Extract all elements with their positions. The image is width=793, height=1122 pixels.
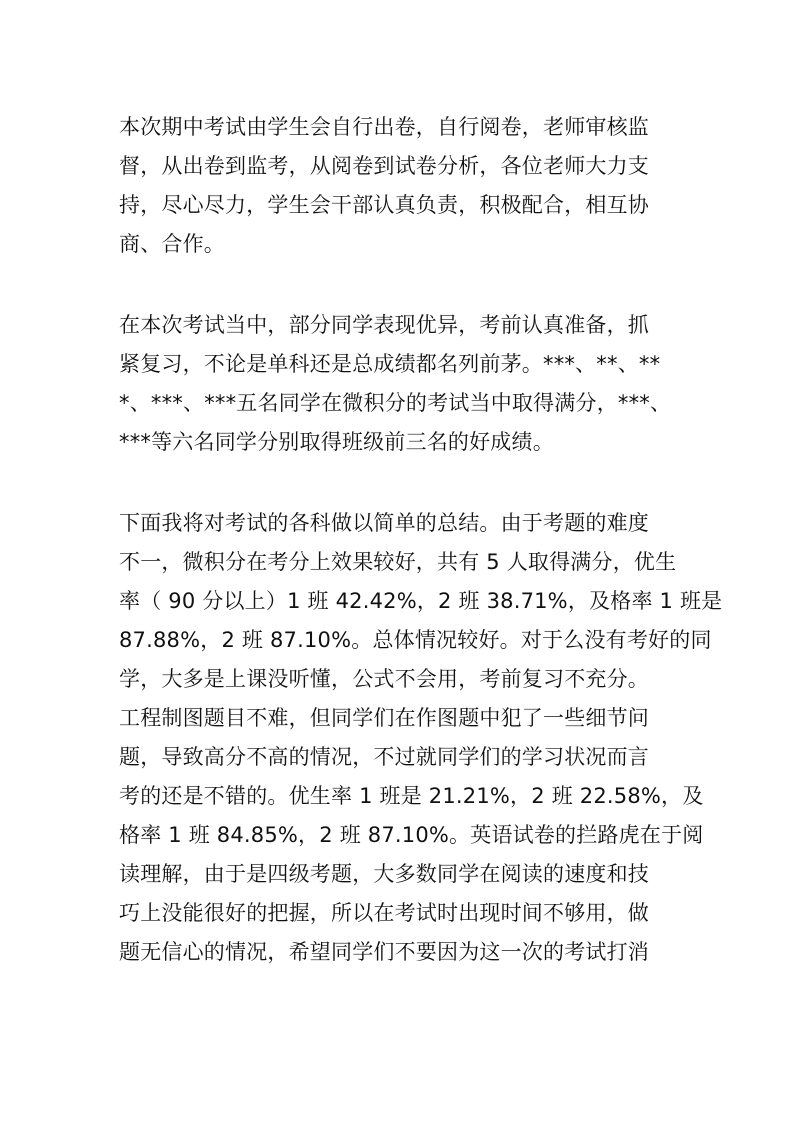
paragraph-gap [119, 264, 679, 306]
text-line: 本次期中考试由学生会自行出卷，自行阅卷，老师审核监 [119, 115, 649, 139]
text-line: 商、合作。 [119, 232, 225, 256]
text-line: 考的还是不错的。优生率 1 班是 21.21%，2 班 22.58%，及 [119, 784, 704, 808]
paragraph-gap [119, 462, 679, 504]
text-line: 87.88%，2 班 87.10%。总体情况较好。对于么没有考好的同 [119, 628, 712, 652]
text-line: ***等六名同学分别取得班级前三名的好成绩。 [119, 430, 554, 454]
text-line: 下面我将对考试的各科做以简单的总结。由于考题的难度 [119, 511, 649, 535]
text-line: 率（ 90 分以上）1 班 42.42%，2 班 38.71%，及格率 1 班是 [119, 589, 723, 613]
text-line: 读理解，由于是四级考题，大多数同学在阅读的速度和技 [119, 862, 649, 886]
text-line: 持，尽心尽力，学生会干部认真负责，积极配合，相互协 [119, 193, 649, 217]
paragraph-excellent-students [119, 306, 679, 462]
text-line: 格率 1 班 84.85%，2 班 87.10%。英语试卷的拦路虎在于阅 [119, 823, 704, 847]
paragraph-subject-summary [119, 504, 723, 972]
text-line: 不一，微积分在考分上效果较好，共有 5 人取得满分，优生 [119, 550, 677, 574]
text-line: 督，从出卷到监考，从阅卷到试卷分析，各位老师大力支 [119, 154, 649, 178]
document-body [119, 108, 723, 972]
text-line: 工程制图题目不难，但同学们在作图题中犯了一些细节问 [119, 706, 649, 730]
text-line: 巧上没能很好的把握，所以在考试时出现时间不够用，做 [119, 901, 649, 925]
text-line: 紧复习，不论是单科还是总成绩都名列前茅。***、**、** [119, 352, 661, 376]
paragraph-intro [119, 108, 679, 264]
text-line: 题无信心的情况，希望同学们不要因为这一次的考试打消 [119, 940, 649, 964]
text-line: 在本次考试当中，部分同学表现优异，考前认真准备，抓 [119, 313, 649, 337]
text-line: 学，大多是上课没听懂，公式不会用，考前复习不充分。 [119, 667, 649, 691]
text-line: 题，导致高分不高的情况，不过就同学们的学习状况而言 [119, 745, 649, 769]
text-line: *、***、***五名同学在微积分的考试当中取得满分，***、 [119, 391, 672, 415]
